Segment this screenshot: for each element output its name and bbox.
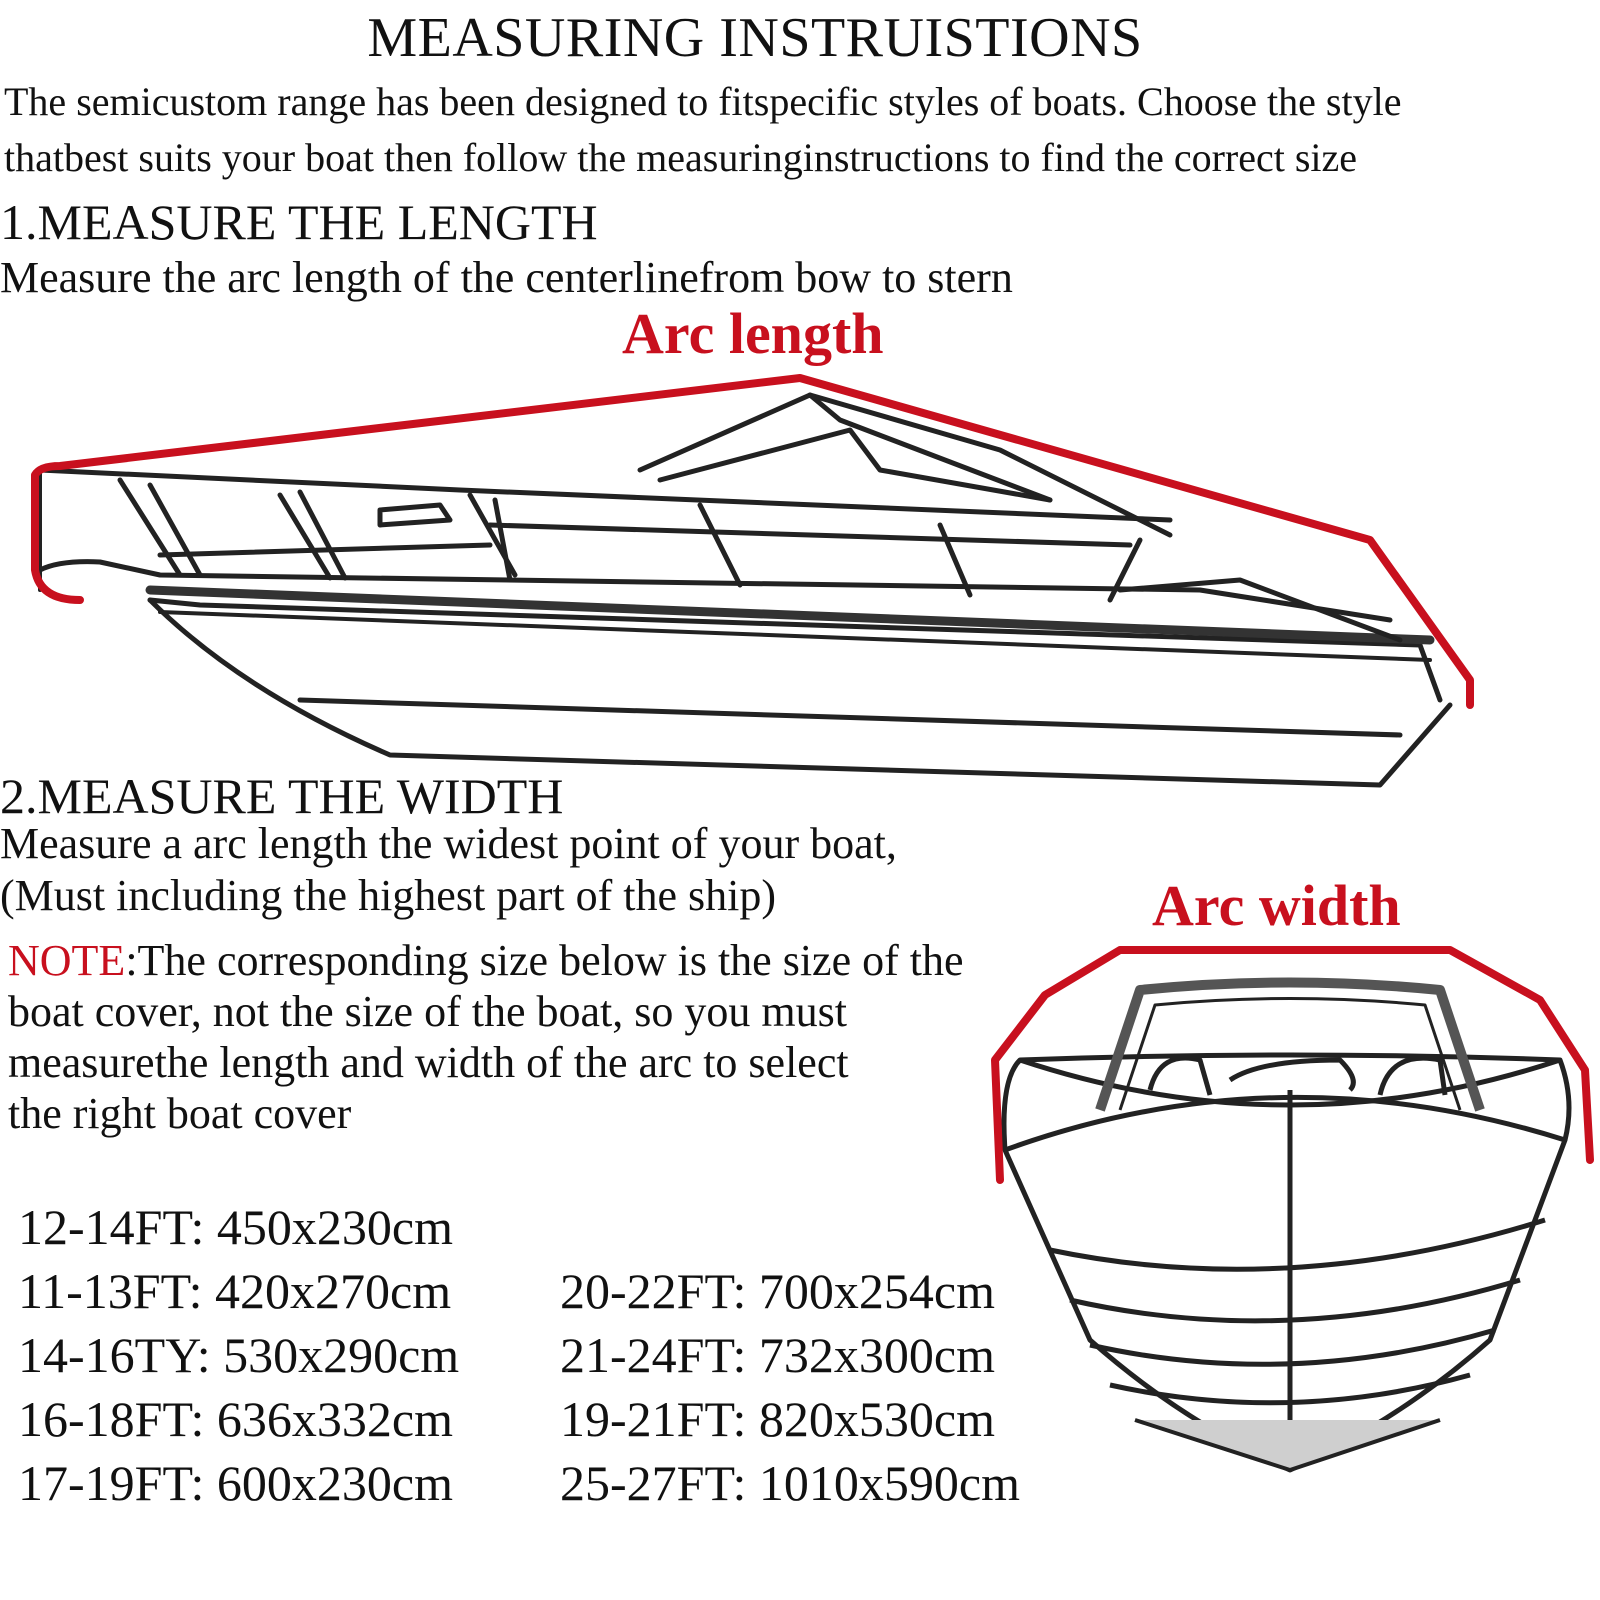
arc-length-line <box>35 378 1470 705</box>
list-item: 14-16TY: 530x290cm <box>18 1327 460 1383</box>
step1-heading: 1.MEASURE THE LENGTH <box>0 194 598 250</box>
size-list-left <box>18 1195 459 1515</box>
intro-line-1: The semicustom range has been designed to fitspecific styles of boats. Choose the style <box>4 79 1402 124</box>
list-item: 19-21FT: 820x530cm <box>560 1391 995 1447</box>
arc-width-label: Arc width <box>1152 873 1401 938</box>
intro-paragraph <box>4 74 1600 186</box>
list-item: 12-14FT: 450x230cm <box>18 1199 453 1255</box>
boat-front-outline <box>1004 983 1569 1471</box>
list-item: 21-24FT: 732x300cm <box>560 1327 995 1383</box>
step2-line-2: (Must including the highest part of the ship) <box>0 871 776 920</box>
note-label: NOTE <box>8 936 126 985</box>
page-title: MEASURING INSTRUISTIONS <box>367 7 1143 69</box>
list-item: 11-13FT: 420x270cm <box>18 1263 452 1319</box>
list-item: 16-18FT: 636x332cm <box>18 1391 453 1447</box>
list-item: 17-19FT: 600x230cm <box>18 1455 453 1511</box>
note-line-3: measurethe length and width of the arc to select <box>8 1038 849 1087</box>
step1-text: Measure the arc length of the centerlinefrom bow to stern <box>0 253 1013 302</box>
step2-heading: 2.MEASURE THE WIDTH <box>0 768 564 824</box>
step2-line-1: Measure a arc length the widest point of your boat, <box>0 819 897 868</box>
arc-length-label: Arc length <box>622 301 884 366</box>
list-item: 25-27FT: 1010x590cm <box>560 1455 1020 1511</box>
boat-side-outline <box>40 395 1450 785</box>
intro-line-2: thatbest suits your boat then follow the measuringinstructions to find the correct size <box>4 135 1358 180</box>
note-line-1: The corresponding size below is the size of the <box>137 936 964 985</box>
note-line-4: the right boat cover <box>8 1089 352 1138</box>
note-separator: : <box>125 936 138 985</box>
note-block <box>8 935 1088 1139</box>
list-item: 20-22FT: 700x254cm <box>560 1263 995 1319</box>
note-line-2: boat cover, not the size of the boat, so you must <box>8 987 847 1036</box>
size-list-right <box>560 1259 1020 1515</box>
